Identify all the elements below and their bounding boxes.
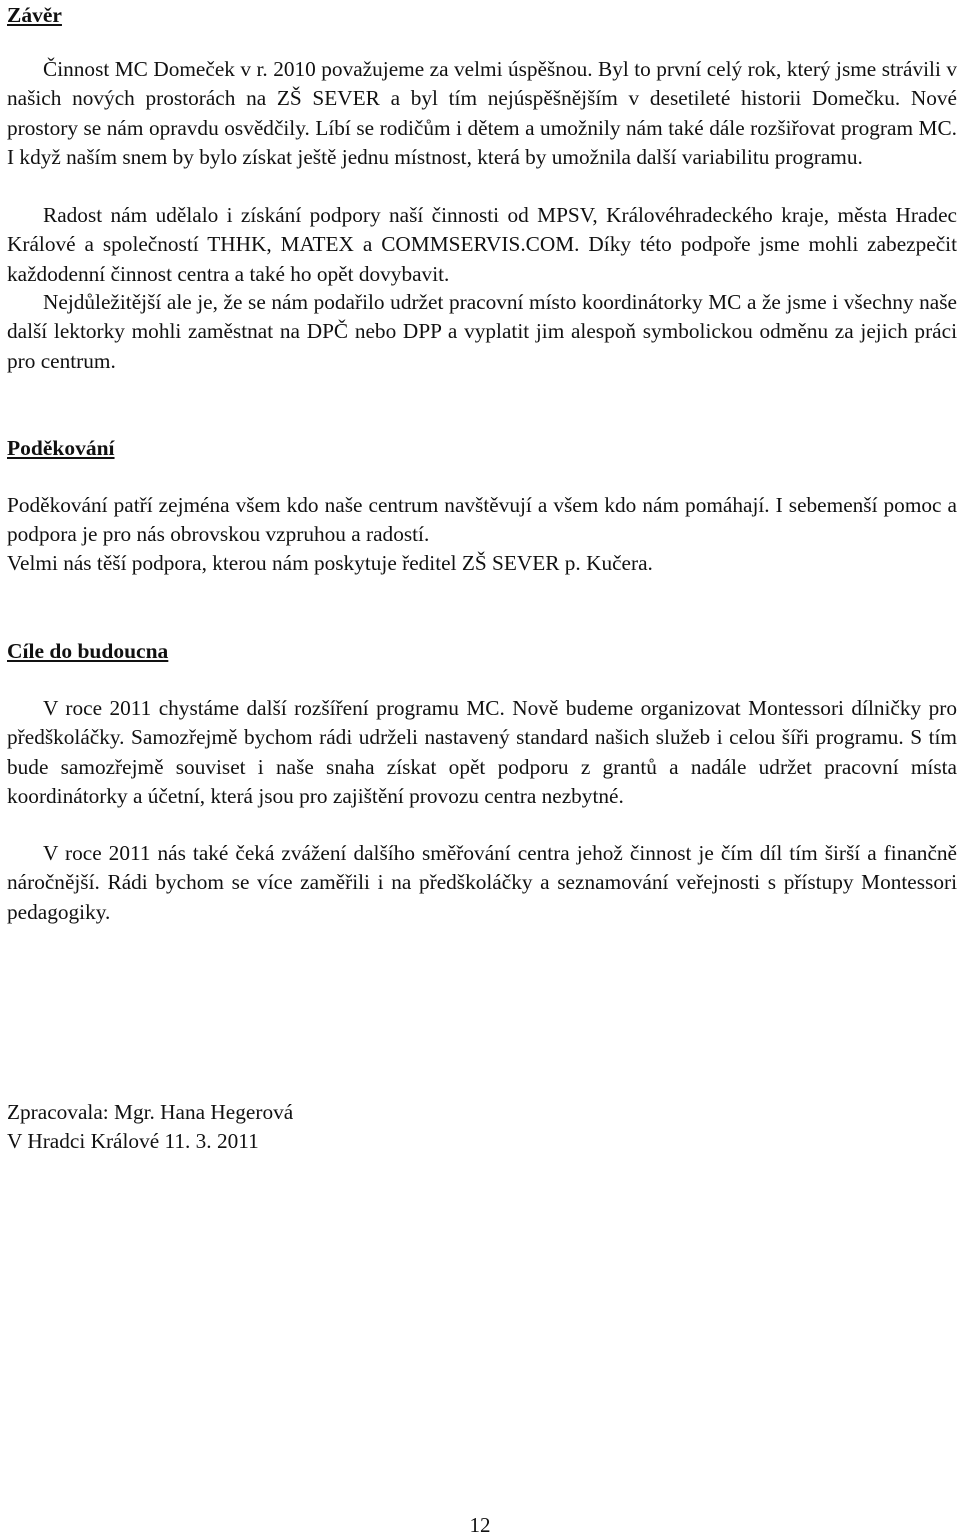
paragraph-cile-2: V roce 2011 nás také čeká zvážení dalšího směřování centra jehož činnost je čím díl tím širší a finančně náročnější. Rádi bychom se více zaměřili i na předškoláčky a seznamování veřejnosti s přístupy Montessori pedagogiky. xyxy=(7,841,957,924)
paragraph-podekovani-1: Poděkování patří zejména všem kdo naše centrum navštěvují a všem kdo nám pomáhají. I sebemenší pomoc a podpora je pro nás obrovskou vzpruhou a radostí. xyxy=(7,493,957,547)
signature-place-date: V Hradci Králové 11. 3. 2011 xyxy=(7,1129,259,1153)
paragraph-zaver-1: Činnost MC Domeček v r. 2010 považujeme za velmi úspěšnou. Byl to první celý rok, který jsme strávili v našich nových prostorách na ZŠ SEVER a byl tím nejúspěšnějším v desetileté historii Domečku. Nové prostory se nám opravdu osvědčily. Líbí se rodičům i dětem a umožnily nám také dále rozšiřovat program MC. I když naším snem by bylo získat ještě jednu místnost, která by umožnila další variabilitu programu. xyxy=(7,57,957,169)
section-heading-cile: Cíle do budoucna xyxy=(7,639,169,663)
section-heading-zaver: Závěr xyxy=(7,3,62,27)
paragraph-cile-1: V roce 2011 chystáme další rozšíření programu MC. Nově budeme organizovat Montessori dílničky pro předškoláčky. Samozřejmě bychom rádi udrželi nastavený standard našich služeb i celou šíři programu. S tím bude samozřejmě souviset i naše snaha získat opět podporu z grantů a nadále udržet pracovní místa koordinátorky a účetní, která jsou pro zajištění provozu centra nezbytné. xyxy=(7,696,957,808)
paragraph-zaver-3: Nejdůležitější ale je, že se nám podařilo udržet pracovní místo koordinátorky MC a že jsme i všechny naše další lektorky mohli zaměstnat na DPČ nebo DPP a vyplatit jim alespoň symbolickou odměnu za jejich práci pro centrum. xyxy=(7,290,957,373)
section-heading-podekovani: Poděkování xyxy=(7,436,115,460)
paragraph-zaver-2: Radost nám udělalo i získání podpory naší činnosti od MPSV, Královéhradeckého kraje, města Hradec Králové a společností THHK, MATEX a COMMSERVIS.COM. Díky této podpoře jsme mohli zabezpečit každodenní činnost centra a také ho opět dovybavit. xyxy=(7,203,957,286)
paragraph-podekovani-2: Velmi nás těší podpora, kterou nám poskytuje ředitel ZŠ SEVER p. Kučera. xyxy=(7,551,653,575)
page-number: 12 xyxy=(469,1513,491,1537)
signature-author: Zpracovala: Mgr. Hana Hegerová xyxy=(7,1100,294,1124)
